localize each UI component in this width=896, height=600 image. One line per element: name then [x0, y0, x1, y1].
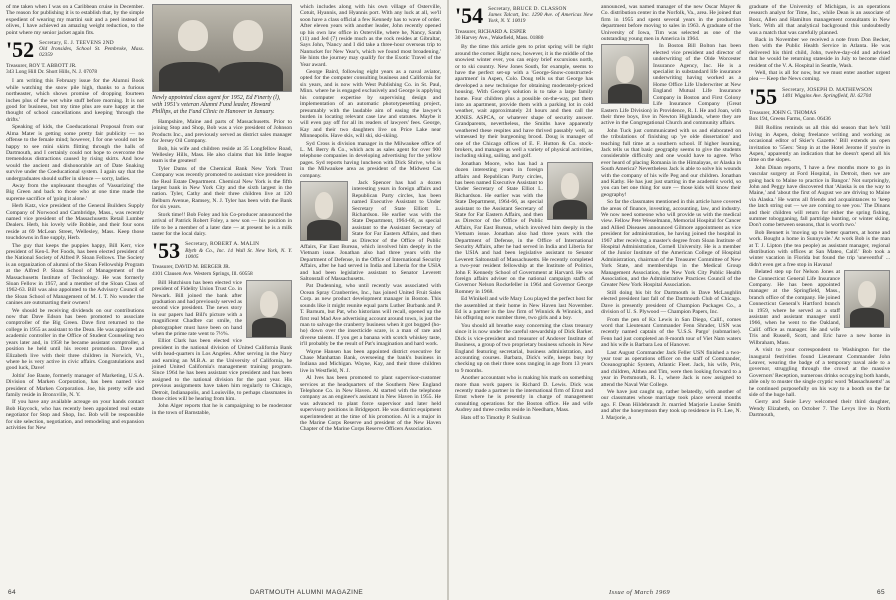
- paragraph: From the pen of Kx Lewis in San Diego, Calif., comes word that Lieutenant Commander Fenn Shrader, USN was recently named captain of the 'U.S.S. Pargo' (submarine). Fenn had just completed an 8-month tour of Viet Nam waters and his wife is Barbara Lea of Hanover.: [601, 316, 741, 349]
- paragraph: graduate of the University of Michigan, is an operations research analyst for Time, Inc., while Dean is an associate of Booz, Allen and Hamilton management consultants in New York. With all that analytical background this undoubtedly was a match that was carefully planned.: [749, 4, 890, 36]
- paragraph: Belated step up for Nelson Jones at the Connecticut General Life Insurance Company. He has been appointed manager at the Springfield, Mass., branch office of the company. He joined Connecticut General's Hartford branch in 1959, where he served as a staff assistant and assistant manager until 1966, when he went to the Oakland, Calif. office as manager. He and wife Tris and Russell, Scott, and Eric have a new home in Wilbraham, Mass.: [749, 269, 890, 346]
- left-page: [0, 0, 447, 600]
- paragraph: We should be receiving dividends on our contributions now that Dave Edson has been promoted to associate comptroller of the Big Green. Dave first returned to the college in 1955 as assistant to the Dean. He was appointed an academic controller in the Office of Student Counseling two years later and, in 1958 he became assistant comptroller, a position he held until his recent promotion. Dave and Elizabeth live with their three children in Norwich, Vt., where he is very active in civic affairs. Congratulations and good luck, Dave!: [6, 307, 144, 372]
- secretary-address: Blyth & Co., Inc. 14 Wall St. New York, N. Y. 10005: [185, 247, 292, 260]
- left-column-2: [152, 4, 292, 417]
- class-year: '54: [455, 3, 484, 28]
- class-53-header: [152, 238, 292, 264]
- paragraph: of me taken when I was on a Caribbean cruise in December. The reason for publishing it is to establish that, by the simple expedient of wearing my martini suit and a peel instead of olives, I have achieved an amazing weight reduction, to the point where my senior jacket again fits.: [6, 4, 144, 36]
- paragraph: announced, was named manager of the new Oscar Mayer & Co. distribution center in the Norfolk, Va., area. He joined that firm in 1955 and spent several years in the production department before moving to sales in 1963. A graduate of the University of Iowa, Tim was selected as one of the outstanding young men in America in 1964.: [601, 4, 741, 43]
- paragraph: Pat Dudenning, who until recently was associated with Ocean Spray Cranberries, Inc., has joined United Fruit Sales Corp. as new product development manager in Boston. This sounds like it might reunite equal parts Luther Burbank and P. T. Barnum, but Pat, who historians will recall, opened up the first real Mad Ave advertising account around town, is just the man to salvage the cranberry business when it got bogged (ho-ho) down over the insecticide scare, is a man of rare and diverse talents. If you get a banana with scotch whiskey taste, it'll probably be the result of Pat's imagination and hard work.: [300, 283, 441, 348]
- class-treasurer: [6, 63, 144, 75]
- paragraph: I am writing this February issue for the Alumni Book while watching the snow pile high, thanks to a furious northeaster, which shows promise of dropping fourteen inches plus of the wet white stuff before morning. It is not good for business, but my time plus are sure happy at the thought of school cancellations and keeping 'through the drifts.': [6, 78, 144, 123]
- paragraph: Tyler Dams of the Chemical Bank New York Trust Company was recently promoted to assistant vice president in the Real Estate Department. Chemical New York is the fifth largest bank in New York City and the sixth largest in the nation. Tyler, Cathy and their three children live at 120 Belburn Avenue, Ramsey, N. J. Tyler has been with the Bank for six years.: [152, 165, 292, 211]
- paragraph: George Baird, following eight years as a naval aviator, opted for the computer consulting business and California for six years, and is now with West Publishing Co. in St. Paul, Minn. where he is engaged exclusively and George is applying his computer expertise by supervising design and implementation of an automatic phototypesetting project, presumably with the laudable aim of easing the lawyer's burden in locating relevant case law and statutes. Maybe it will even pay off for all its readers of lawyers' fees. George, Kay and their two daughters live on Price Lake near Minneapolis. Have skis, will ski, ski-skiing.: [300, 69, 441, 140]
- secretary-name: Secretary, E. J. TEEVENS 2ND: [39, 40, 114, 47]
- portrait-photo: [547, 162, 593, 220]
- paragraph: John Alger reports that he is campaigning to be moderator in the town of Barnstable,: [152, 403, 292, 416]
- paragraph: Away from the unpleasant thoughts of 'Vassarizing' the Big Green and back to those who at one time made the supreme sacrifice of 'going it alone.': [6, 182, 144, 202]
- portrait-photo: [601, 44, 649, 104]
- secretary-address: James Talcott, Inc. 1290 Ave. of Americas New York, N. Y. 10019: [488, 12, 593, 25]
- secretary-name: Secretary, BRUCE D. CLASSON: [488, 6, 567, 12]
- paragraph: Bob, his wife and children reside at 35 Longfellow Road, Wellesley Hills, Mass. He also claims that his little league team is the greatest!: [152, 145, 292, 165]
- class-secretary: [185, 241, 292, 260]
- class-year: '53: [152, 238, 181, 264]
- class-55-header: [749, 83, 890, 109]
- paragraph: Ed Winikell and wife Mary Lou played the perfect host for the assembled at their home in New Haven last November. Ed is a partner in the law firm of Winnick & Winnick, and his offspring now number three, two girls and a boy.: [455, 296, 593, 322]
- left-column-3: [300, 4, 441, 434]
- photo-caption: Newly appointed class agent for 1952, Ed Finerty (l), with 1951's veteran Alumni Fund leader, Howard Phillips, at the Fund Clinic in Hanover in January.: [152, 95, 281, 115]
- treasurer-name: Treasurer, JOHN G. THOMAS: [749, 109, 817, 116]
- paragraph: Back in November we received a note from Don Becker, then with the Public Health Service in Atlanta. He was delivered his third child, John, twelve-day-old and advised that he would be returning stateside in July to become chief resident of the V. A. Hospital in Seattle, Wash.: [749, 37, 890, 69]
- paragraph: Gerry and Susie Levy welcomed their third daughter, Wendy Elizabeth, on October 7. The Levys live in North Dartmouth,: [749, 399, 890, 419]
- paragraph: which includes along with his own village of Osterville, Cotuit, Hyannis, and Hyannis port. With any luck at all, we'll soon have a class official a few Kennedy has to wave of order. After eleven years with another leader, John recently opened up his own law office in Osterville, where he, Nancy, Sarah (11) and Jed (7) reside much as the rock resides at Gibraltar, Says John, 'Nancy and I did take a three-hour overseas trip to Nantucket for New Year's, which we found most broadening.' He hints the journey may qualify for the Exotic Travel of the Year award.: [300, 4, 441, 68]
- class-year: '55: [749, 83, 778, 109]
- class-52-header: [6, 37, 144, 63]
- paragraph: Speaking of kids, the Coeducational Proposal from our Alma Mater is getting some pretty fair publicity — no offense to the female mind; however, I for one would not be happy to see mini skirts flitting through the halls of Dartmouth, and I certainly could not hope to overcome the tremendous distractions caused by rising skirts. And how would the ancient and dishonorable art of Date Snaking survive under the Coeducational system. I again say that the undergraduates should suffer in silence — sorry, ladies.: [6, 124, 144, 182]
- class-treasurer: [749, 110, 890, 122]
- paragraph: John Dinan reports, 'I have a few months more to go in vascular surgery at Ford Hospital, in Detroit, then we are going back to Maine to practice in Bangor.' Not surprisingly, John and Peggy have discovered that 'Alaska is on the way to Maine,' and 'about the first of August we are driving to Maine via Alaska.' He warns all friends and acquaintances to 'keep the latch string out — we are coming to see you.' The Dinans and their children will return for either the spring fishing, summer tobogganing, fall partridge hunting, or winter skiing. Don't come between seasons, that is worth two.': [749, 164, 890, 229]
- paragraph: The guy that keeps the puppies happy, Bill Kerr, vice president of Ken-L Pet Foods, has been elected president of the National Society of Alfred P. Sloan Fellows. The Society is an organization of alumni of the Sloan Fellowship Program at the Alfred P. Sloan School of Management of the Massachusetts Institute of Technology. He was formerly Sloan Fellow in 1957, and a member of the Sloan Class of 1962-63. Bill was also appointed to the Advisory Council of the Sloan School of Management of M. I. T. No wonder the canines are outsmarting their owners!: [6, 242, 145, 307]
- class-agents-photo: [152, 4, 292, 92]
- paragraph: You should all breathe easy concerning the class treasury since it is now under the careful stewardship of Dick Barker. Dick is vice-president and treasurer of Andover Institute of Business, a group of two proprietary business schools in New England featuring secretarial, business administration, and accounting courses. Barbara, Dick's wife, keeps busy by checking up on their three sons ranging in age from 13 years to 9 months.: [455, 322, 593, 374]
- right-column-1: [455, 4, 593, 422]
- right-column-3: [749, 4, 890, 420]
- issue-date: Issue of March 1969: [609, 589, 670, 596]
- right-column-2: [601, 4, 741, 422]
- class-treasurer: [455, 29, 593, 41]
- page-number: 64: [8, 589, 17, 596]
- portrait-photo: [246, 280, 292, 338]
- paragraph: By the time this article gets to print spring will be right around the corner. Right now, however, it is the middle of the snowiest winter ever, you can enjoy brief excursions north, or to ski country. New Jones South, for example, seems to have the perfect set-up with a 'George-Snow-constructed-apartment' in Aspen, Colo. Doug tells us that George has developed a new technique for obtaining moderately-priced housing. With George's solution is to take a large family home. Four children plus a possible on-the-way, put them into an apartment, provide them with a parking lot in cold weather, wait approximately 24 hours and then call the JONES. ASPCA, or whatever shape of security answer. Grandparents, nevertheless, the Smiths have apparently weathered these respites and have thrived passably well, as witnessed by their burgeoning brood. Doug is manager of one of the Chicago offices of E. F. Hutton & Co. stock-brokers, and manages as well a variety of physical activities, including skiing, sailing, and golf.: [455, 44, 593, 160]
- page-number: 65: [877, 589, 886, 596]
- treasurer-address: 4101 Clausen Ave. Western Springs, Ill. 60558: [152, 270, 253, 277]
- paragraph: Herb Katz, vice president of the General Builders Supply Company of Norwood and Cambridge, Mass., was recently named vice president of the Massachusetts Retail Lumber Dealers. Herb, his lovely wife Bobbie, and their four sons reside at 69 McLean Street, Wellesley, Mass. Keep those touchdowns in fine supply, Herb.: [6, 203, 144, 242]
- paragraph: Bill Hutchison has been elected vice president of Fidelity Union Trust Co. in Newark. Bill joined the bank after graduation and had previously served as second vice president. The news story in our papers had Bill's picture with a magnificent Chadbre cat smile, the photographer must have been on hand when the prime rate went to 7½%.: [152, 279, 242, 337]
- treasurer-name: Treasurer, ROY T. ABBOTT JR.: [6, 63, 77, 70]
- paragraph: Syd Cross is division manager in the Milwaukee office of L. M. Berry & Co., which acts as sales agent for over 900 telephone companies in developing advertising for the yellow pages. Syd reports having luncheon with Dick Shrive, who is in the Milwaukee area as president of the Midwest Cas company.: [300, 140, 441, 179]
- class-secretary: [488, 6, 593, 25]
- left-column-1: [6, 4, 144, 432]
- paragraph: Jack Spencer has had a dozen interesting years in foreign affairs and Republican Party circles, has been named Executive Assistant to Under Secretary of State Elliott L. Richardson. He earlier was with the State Department, 1964-66, as special assistant to the Assistant Secretary of State for Far Eastern Affairs, and then as Director of the Office of Public Affairs, Far East Bureau, which involved him deeply in the Vietnam issue. Jonathan also had three years with the Department of Defense, in the Office of International Security Affairs, after he had served in India and Liberia for the USIA and had been legislative assistant to Senator Leverett Saltonstall of Massachusetts.: [300, 179, 441, 283]
- class-54-header: [455, 3, 593, 28]
- paragraph: John Tuck just communicated with us and elaborated on the tribulations of finishing up 'ye olde dissertation' and teaching full time at a southern school. If higher learning, Jack tells us that basic geography seems to give the students considerable difficulty and one would have to agree. Who ever heard of placing Romania in the Himalayas, or Alaska in South America? Nevertheless Jack is able to solve his wounds with the company of his wife Peg and our children. Jonathan and Kathy. He has just just starting in the academic world, so you can bet one thing for sure — those kids will know their geography!: [601, 127, 741, 198]
- portrait-photo: [300, 181, 348, 241]
- paragraph: Stork time!! Bob Foley and his Co-producer announced the arrival of Patrick Robert Foley, a new son — his position in life to be a member of a later date — at present he is a milk taster for the local dairy.: [152, 211, 292, 237]
- paragraph: Another accountant who is making his mark on something more than work papers is Richard D. Lewis. Dick was recently made a partner in the international firm of Ernst and Ernst where he is presently in charge of management consulting operations for the Boston office. He and wife Audrey and three credits reside in Needham, Mass.: [455, 375, 593, 414]
- paragraph: Last August Commander Jack Feller USN finished a two-year tour as operations officer on the staff of Commander, Oceanographic System, Atlantic Fleet. Jack, his wife, Pris, and children, Althea and Tim, were then looking forward to a year in Portsmouth, R. I., where Jack is now assigned to attend the Naval War College.: [601, 349, 741, 388]
- secretary-address: 1401 Wiggins Ave. Springfield, Ill. 62704: [782, 93, 871, 100]
- paragraph: Hampshire, Maine and parts of Massachusetts. Prior to joining Stop and Shop, Bob was a vice president of Johnson Products Inc., and previously served as district sales manager for Jersey Oil Company.: [152, 119, 292, 145]
- paragraph: A visit to your correspondent to Washington for the inaugural festivities found Lieutenant Commander John Leaver, wearing the badge of a temporary naval aide to a governor, struggling through the crowd at the massive Governors' Reception, numerous drinks occupying both hands, able only to muster the single cryptic word 'Massachusetts!' as he continued purposefully on his way to a booth on the far side of the huge hall.: [749, 347, 890, 398]
- class-treasurer: [152, 264, 292, 276]
- paragraph: Wayne Hansen has been appointed district executive for Chase Manhattan Bank, overseeing the bank's business in Indiana and Michigan. Wayne, Kay, and their three children live in Westfield, N. J.: [300, 348, 441, 374]
- class-secretary: [39, 40, 144, 59]
- class-secretary: [782, 87, 872, 99]
- paragraph: Still doing his bit for Dartmouth is Dave McLaughlin elected president last fall of the Dartmouth Club of Chicago. Dave is presently president of Champion Packages Co., a division of U. S. Plywood — Champion Papers, Inc.: [601, 289, 741, 316]
- secretary-name: Secretary, ROBERT A. MALIN: [185, 241, 260, 248]
- paragraph: So far the classmates mentioned in this article have covered the areas of finance, investing, accounting, law, and industry. We now need someone who will provide us with the medical view. Fellow Pete Wesselmann, Memorial Hospital for Cancer and Allied Diseases announced Gilmore appointment as vice president for administration, he having joined the hospital in 1967 after receiving a master's degree from Sloan Institute of Hospital Administration, Cornell University. He is a member of the Junior Institute of the American College of Hospital Administration, chairman of the Treasurer Committee of New York State, and memberships in the Medical Group Management Association, the New York City Public Health Association, and the Administrative Practices Council of the Greater New York Hospital Association.: [601, 199, 741, 289]
- paragraph: If you have any available acreage on your hands contact Bob Haycock, who has recently been appointed real estate negotiator for Stop and Shop, Inc. Bob will be responsible for site selection, negotiation, and remodeling and expansion activities for New: [6, 399, 144, 431]
- paragraph: Jonathan Moore, who has had a dozen interesting years in foreign affairs and Republican Party circles, has been named Executive Assistant to Under Secretary of State Elliot L. Richardson. He earlier was with the State Department, 1964-66, as special assistant to the Assistant Secretary of State for Far Eastern Affairs, and then as Director of the Office of Public Affairs, Far East Bureau, which involved him deeply in the Vietnam issue. Jonathan also had three years with the Department of Defense, in the Office of International Security Affairs, after he had served in India and Liberia for the USIA and had been legislative assistant to Senator Leverett Saltonstall of Massachusetts. He recently completed a two-year resident fellowship at the Institute of Politics, John F. Kennedy School of Government at Harvard. He was foreign affairs adviser on the national campaign staffs of Governor Nelson Rockefeller in 1964 and Governor George Romney in 1968.: [455, 160, 593, 295]
- paragraph: Hats off to Timothy P. Sullivan: [461, 414, 531, 421]
- paragraph: Bill Rollins reminds us all this ski season that he's 'still living in Aspen, doing freelance writing and working as occasional editor of Skier's Gazette.' Bill extends an open invitation to '55ers: 'Stop in at the Hotel Jerome if you're in Aspen,' apparently an indication that he doesn't spend all his time on the slopes.: [749, 125, 890, 164]
- paragraph: Bob Bennett is 'moving up to better quarters, at home and work. Bought a home in Sunnyvale.' At work Bob is the man at T. J. Lipton (the tea people) as assistant manager, regional distribution with offices at San Mateo, Calif.' Bob took a winter vacation in Florida but found the trip 'uneventful' ... didn't even get a free stop in Havana!: [749, 229, 890, 268]
- paragraph: We have just caught up, rather belatedly, with another of our classmates whose marriage took place several months ago. F. Dean Hildebrandt Jr. married Marjorie Louise Smith and after the honeymoon they took up residence in Ft. Lee, N. J. Marjorie, a: [601, 388, 741, 421]
- magazine-title: DARTMOUTH ALUMNI MAGAZINE: [250, 589, 364, 596]
- treasurer-address: 343 Long Hill Dr. Short Hills, N. J. 07078: [6, 69, 98, 76]
- secretary-name: Secretary, JOSEPH D. MATHEWSON: [782, 86, 873, 93]
- paragraph: In Boston Bill Bolton has been elected vice president and director of underwriting of the Olde Worcester Insurance Agency, Inc. He is a specialist in substandard life insurance underwriting having worked as a Home Office Life Underwriter at New England Mutual Life Insurance Company in Boston and First Colony Life Insurance Company (Great Eastern Life Division) in Providence, R. I. He and Joan, with their three boys, live in Newton Highlands, where they are active in the Congregational Church and community affairs.: [601, 43, 741, 127]
- right-page: [449, 0, 896, 600]
- paragraph: Joltin' Joe Baute, formerly manager of Marketing, U.S.A. Division of Marken Corporation, has been named vice president of Marken Corporation. Joe, his pretty wife and family reside in Bronxville, N. Y.: [6, 372, 144, 398]
- treasurer-address: 30 Harvey Ave., Wakefield, Mass. 01880: [455, 35, 544, 42]
- paragraph: Well, that is all for now, but we must enter another urgent plea — Keep the News coming.: [749, 70, 890, 83]
- portrait-photo: [844, 270, 890, 328]
- treasurer-name: Treasurer, DAVID M. BERGER JR.: [152, 264, 231, 271]
- class-year: '52: [6, 37, 35, 63]
- paragraph: Al Ives has been promoted to plant supervisor-customer services at the headquarters of the Southern New England Telephone Co. in New Haven. Al started with the telephone company as an engineer's assistant in New Haven in 1955. He was advanced to plant force supervisor and later held supervisory positions in Bridgeport. He was district equipment superintendent at the time of his promotion. Al is a major in the Marine Corps Reserve and president of the New Haven Chapter of the Marine Corps Reserve Officers Association.: [300, 375, 441, 433]
- secretary-address: Old Ironsides, School St. Pembroke, Mass. 02359: [39, 46, 144, 59]
- treasurer-name: Treasurer, RICHARD A. ESPER: [455, 29, 527, 35]
- treasurer-address: Box 194, Greens Farms, Conn. 06436: [749, 116, 831, 123]
- paragraph: Elliot Clark has been elected vice president in the national division of United California Bank with head-quarters in Los Angeles. After serving in the Navy and earning an M.B.A. at the University of California, he joined United California's management training program. Since 1964 he has been assistant vice president and has been assigned to the national division for the past year. His previous assignments have taken him regularly to Chicago, Detroit, Indianapolis, and Louisville, to perhaps classmates in those cities will be hearing from him.: [152, 338, 292, 403]
